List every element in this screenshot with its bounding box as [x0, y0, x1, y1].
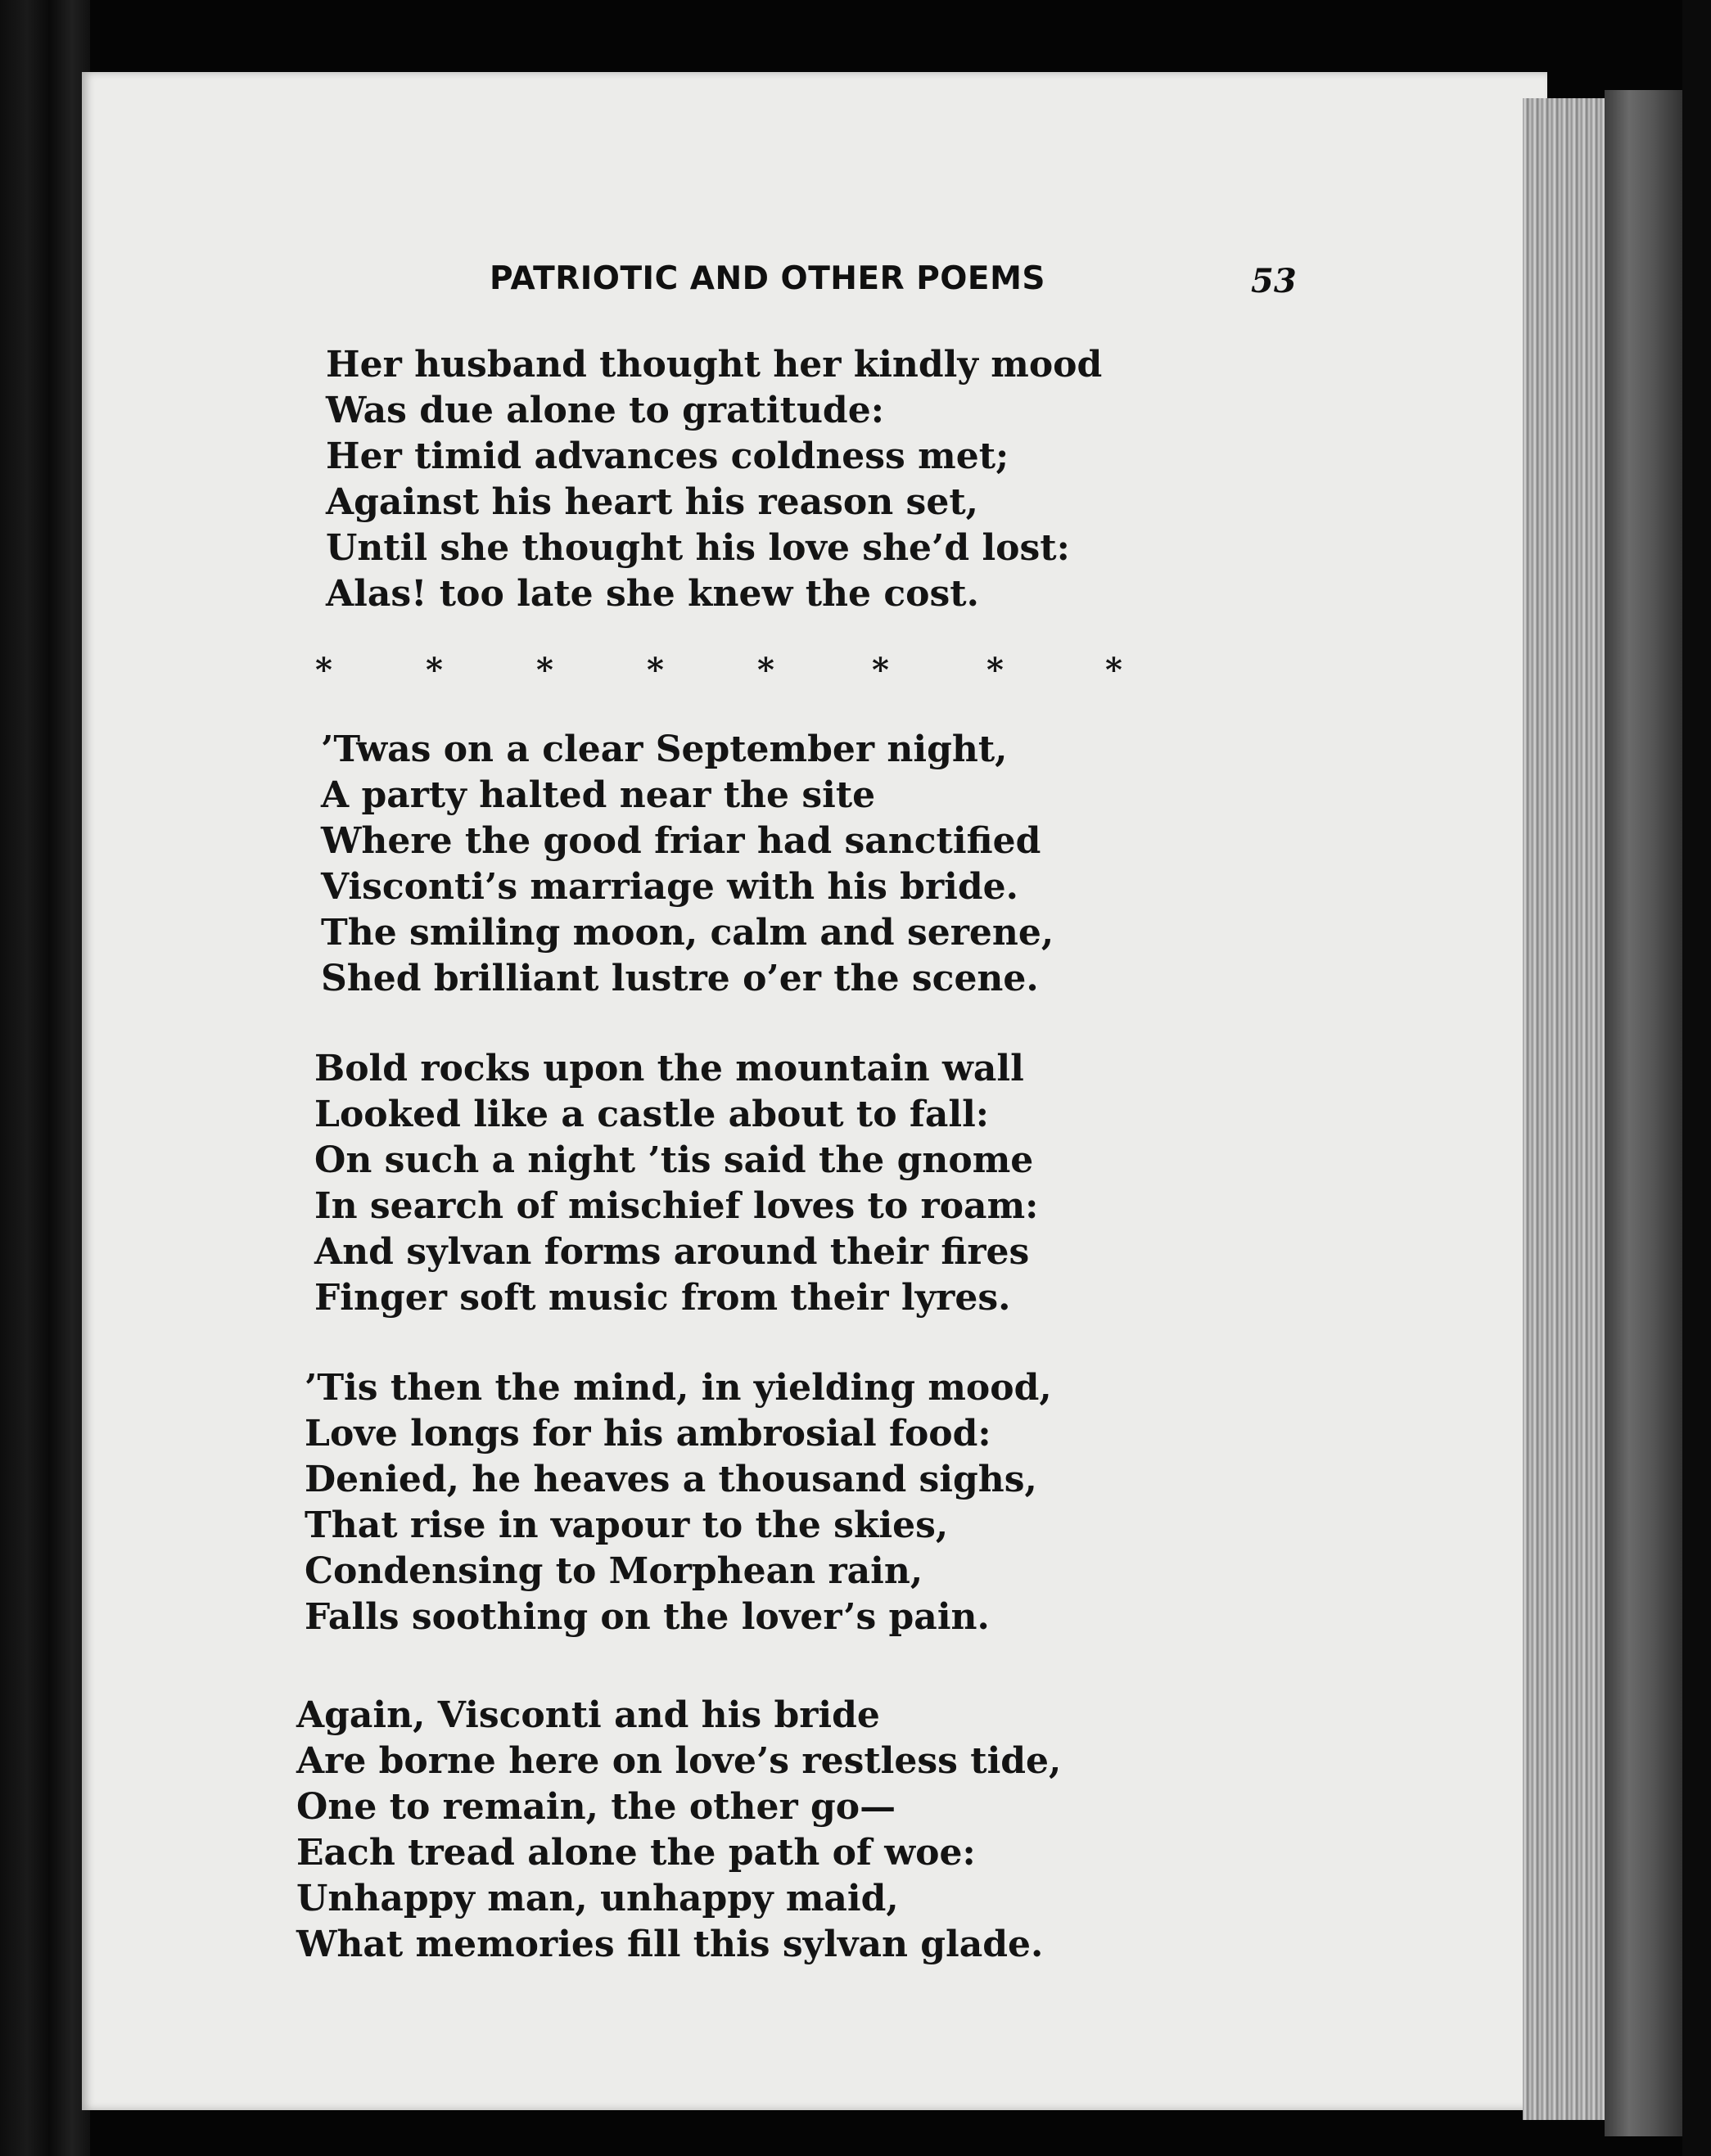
stanza-4 — [305, 1365, 1052, 1640]
poem-line: On such a night ’tis said the gnome — [314, 1139, 1034, 1181]
poem-line: Unhappy man, unhappy maid, — [296, 1878, 899, 1919]
poem-line: Denied, he heaves a thousand sighs, — [305, 1459, 1037, 1500]
stanza-1 — [326, 342, 1102, 617]
poem-line: Against his heart his reason set, — [326, 481, 978, 523]
page-header — [490, 260, 1308, 309]
poem-line: Looked like a castle about to fall: — [314, 1094, 990, 1135]
poem-line: Are borne here on love’s restless tide, — [296, 1740, 1062, 1782]
poem-line: Until she thought his love she’d lost: — [326, 527, 1070, 569]
poem-line: Shed brilliant lustre o’er the scene. — [321, 958, 1039, 999]
poem-line: Finger soft music from their lyres. — [314, 1277, 1011, 1319]
poem-line: In search of mischief loves to roam: — [314, 1185, 1039, 1227]
page-number: 53 — [1251, 262, 1297, 300]
poem-line: Falls soothing on the lover’s pain. — [305, 1596, 990, 1638]
book-fore-edge — [1523, 98, 1613, 2120]
poem-line: And sylvan forms around their fires — [314, 1231, 1030, 1273]
poem-line: Again, Visconti and his bride — [296, 1694, 880, 1736]
poem-line: What memories fill this sylvan glade. — [296, 1924, 1044, 1965]
poem-line: Love longs for his ambrosial food: — [305, 1413, 991, 1455]
separator-star: * — [986, 651, 1004, 689]
poem-line: Bold rocks upon the mountain wall — [314, 1048, 1024, 1089]
separator-star: * — [536, 651, 553, 689]
separator-star: * — [315, 651, 332, 689]
running-head: PATRIOTIC AND OTHER POEMS — [490, 260, 1045, 297]
poem-line: Was due alone to gratitude: — [326, 390, 884, 431]
poem-line: Her husband thought her kindly mood — [326, 344, 1103, 386]
separator-star: * — [1105, 651, 1122, 689]
poem-line: Her timid advances coldness met; — [326, 435, 1009, 477]
poem-line: That rise in vapour to the skies, — [305, 1504, 949, 1546]
left-page-edge — [0, 0, 90, 2156]
poem-line: Where the good friar had sanctified — [321, 820, 1041, 862]
stanza-2 — [321, 727, 1054, 1002]
poem-line: Condensing to Morphean rain, — [305, 1550, 923, 1592]
book-cover — [1605, 90, 1686, 2136]
poem-line: ’Tis then the mind, in yielding mood, — [305, 1367, 1052, 1409]
poem-line: Visconti’s marriage with his bride. — [321, 866, 1018, 908]
separator-star: * — [647, 651, 664, 689]
poem-line: One to remain, the other go— — [296, 1786, 896, 1828]
separator-star: * — [426, 651, 443, 689]
poem-line: A party halted near the site — [321, 774, 876, 816]
poem-line: The smiling moon, calm and serene, — [321, 912, 1054, 954]
stanza-5 — [296, 1693, 1061, 1968]
separator-star: * — [872, 651, 889, 689]
poem-line: Alas! too late she knew the cost. — [326, 573, 979, 615]
poem-line: Each tread alone the path of woe: — [296, 1832, 976, 1874]
poem-line: ’Twas on a clear September night, — [321, 728, 1008, 770]
stanza-3 — [314, 1046, 1038, 1321]
separator-star: * — [757, 651, 774, 689]
scan-border — [1682, 0, 1711, 2156]
section-separator — [315, 651, 1134, 700]
